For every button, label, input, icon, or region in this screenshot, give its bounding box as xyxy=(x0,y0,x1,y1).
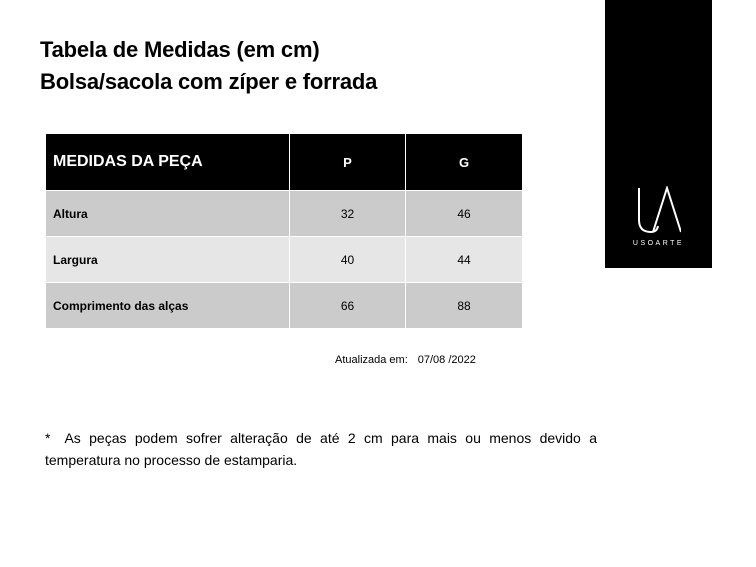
table-row xyxy=(46,283,523,329)
cell-value: 88 xyxy=(406,283,523,329)
measurements-table xyxy=(45,133,523,329)
page-title xyxy=(40,34,377,98)
cell-value: 44 xyxy=(406,237,523,283)
cell-value: 40 xyxy=(290,237,406,283)
table-row xyxy=(46,237,523,283)
updated-value: 07/08 /2022 xyxy=(417,354,476,366)
footnote-text: As peças podem sofrer alteração de até 2 cm para mais ou menos devido a temperatura no processo de estamparia. xyxy=(45,430,597,468)
cell-value: 66 xyxy=(290,283,406,329)
header-size-g: G xyxy=(406,134,523,191)
table-header-row xyxy=(46,134,523,191)
header-measurements: MEDIDAS DA PEÇA xyxy=(46,134,290,191)
footnote xyxy=(45,427,597,471)
header-size-p: P xyxy=(290,134,406,191)
updated-label: Atualizada em: xyxy=(335,354,408,366)
title-line-2: Bolsa/sacola com zíper e forrada xyxy=(40,69,378,94)
cell-value: 46 xyxy=(406,191,523,237)
table-row xyxy=(46,191,523,237)
row-label-width: Largura xyxy=(46,237,290,283)
brand-logo xyxy=(605,0,712,268)
updated-date xyxy=(335,354,476,366)
title-line-1: Tabela de Medidas (em cm) xyxy=(40,37,320,62)
cell-value: 32 xyxy=(290,191,406,237)
ua-monogram-icon xyxy=(637,186,681,234)
row-label-strap-length: Comprimento das alças xyxy=(46,283,290,329)
brand-name: USOARTE xyxy=(632,240,685,247)
footnote-marker: * xyxy=(45,430,51,446)
row-label-height: Altura xyxy=(46,191,290,237)
